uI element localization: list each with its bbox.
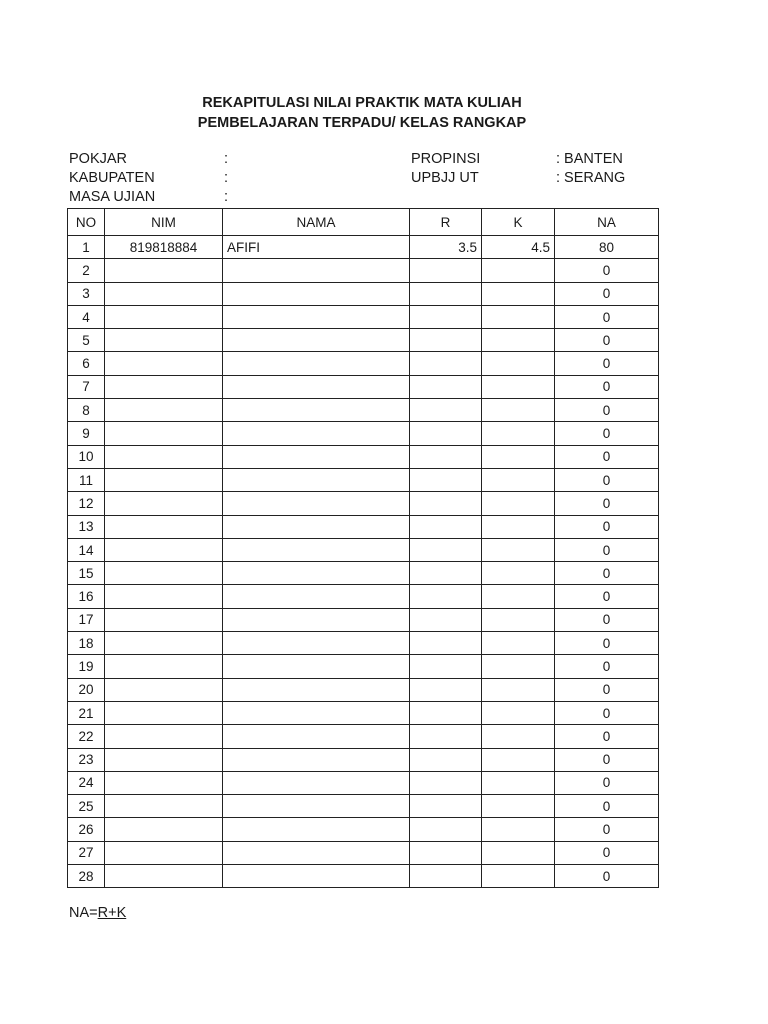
cell-na: 0: [555, 515, 659, 538]
cell-na: 0: [555, 632, 659, 655]
cell-na: 0: [555, 259, 659, 282]
cell-no: 4: [68, 305, 105, 328]
info-colon-masa-ujian: :: [224, 189, 229, 205]
cell-k: [482, 399, 555, 422]
cell-r: [410, 329, 482, 352]
table-row: [68, 771, 659, 794]
cell-k: [482, 422, 555, 445]
cell-nama: [223, 399, 410, 422]
table-row: [68, 399, 659, 422]
header-nim: NIM: [105, 209, 223, 236]
header-no: NO: [68, 209, 105, 236]
cell-r: [410, 818, 482, 841]
cell-nim: [105, 259, 223, 282]
cell-nim: [105, 865, 223, 888]
cell-na: 0: [555, 282, 659, 305]
cell-no: 15: [68, 562, 105, 585]
table-row: [68, 818, 659, 841]
cell-nim: [105, 818, 223, 841]
cell-nim: [105, 399, 223, 422]
cell-nama: AFIFI: [223, 236, 410, 259]
cell-nim: [105, 841, 223, 864]
cell-no: 19: [68, 655, 105, 678]
cell-r: [410, 375, 482, 398]
cell-na: 0: [555, 841, 659, 864]
table-row: [68, 655, 659, 678]
cell-na: 0: [555, 701, 659, 724]
cell-k: [482, 538, 555, 561]
table-row: [68, 562, 659, 585]
cell-k: [482, 771, 555, 794]
title-line-1: REKAPITULASI NILAI PRAKTIK MATA KULIAH: [202, 95, 522, 111]
cell-nama: [223, 492, 410, 515]
table-row: [68, 422, 659, 445]
cell-k: [482, 748, 555, 771]
cell-r: 3.5: [410, 236, 482, 259]
cell-k: [482, 282, 555, 305]
cell-r: [410, 282, 482, 305]
cell-nim: [105, 375, 223, 398]
cell-k: [482, 352, 555, 375]
cell-r: [410, 771, 482, 794]
header-na: NA: [555, 209, 659, 236]
cell-na: 0: [555, 655, 659, 678]
cell-no: 28: [68, 865, 105, 888]
cell-na: 0: [555, 492, 659, 515]
cell-nama: [223, 305, 410, 328]
cell-nama: [223, 468, 410, 491]
cell-na: 0: [555, 865, 659, 888]
cell-k: [482, 492, 555, 515]
cell-r: [410, 841, 482, 864]
cell-no: 21: [68, 701, 105, 724]
cell-nama: [223, 818, 410, 841]
cell-nim: [105, 771, 223, 794]
cell-na: 0: [555, 538, 659, 561]
cell-k: [482, 678, 555, 701]
cell-na: 0: [555, 771, 659, 794]
cell-no: 26: [68, 818, 105, 841]
cell-no: 5: [68, 329, 105, 352]
info-label-kabupaten: KABUPATEN: [69, 170, 155, 186]
cell-k: [482, 865, 555, 888]
cell-na: 0: [555, 585, 659, 608]
cell-r: [410, 655, 482, 678]
cell-na: 0: [555, 678, 659, 701]
cell-k: [482, 515, 555, 538]
cell-nama: [223, 352, 410, 375]
cell-nama: [223, 375, 410, 398]
cell-no: 7: [68, 375, 105, 398]
info-label-upbjj: UPBJJ UT: [411, 170, 479, 186]
table-row: [68, 725, 659, 748]
cell-nama: [223, 282, 410, 305]
cell-nim: [105, 329, 223, 352]
cell-k: [482, 725, 555, 748]
table-row: [68, 748, 659, 771]
cell-no: 9: [68, 422, 105, 445]
cell-na: 0: [555, 352, 659, 375]
formula-expression: R+K: [97, 905, 127, 921]
cell-no: 25: [68, 795, 105, 818]
cell-nim: [105, 468, 223, 491]
cell-nama: [223, 655, 410, 678]
header-k: K: [482, 209, 555, 236]
cell-r: [410, 538, 482, 561]
cell-nim: [105, 445, 223, 468]
cell-no: 12: [68, 492, 105, 515]
info-label-pokjar: POKJAR: [69, 151, 128, 167]
cell-r: [410, 515, 482, 538]
cell-r: [410, 445, 482, 468]
table-body: [68, 236, 659, 888]
cell-nim: [105, 795, 223, 818]
cell-nama: [223, 725, 410, 748]
cell-r: [410, 492, 482, 515]
info-label-propinsi: PROPINSI: [411, 151, 481, 167]
table-row: [68, 795, 659, 818]
cell-nama: [223, 678, 410, 701]
cell-k: [482, 329, 555, 352]
cell-nama: [223, 632, 410, 655]
cell-nama: [223, 445, 410, 468]
cell-nama: [223, 515, 410, 538]
cell-no: 27: [68, 841, 105, 864]
cell-na: 0: [555, 562, 659, 585]
cell-no: 11: [68, 468, 105, 491]
info-colon-pokjar: :: [224, 151, 229, 167]
cell-no: 3: [68, 282, 105, 305]
cell-nama: [223, 771, 410, 794]
cell-nim: [105, 748, 223, 771]
cell-nim: [105, 562, 223, 585]
cell-k: [482, 841, 555, 864]
cell-nim: [105, 515, 223, 538]
header-nama: NAMA: [223, 209, 410, 236]
cell-nim: [105, 492, 223, 515]
cell-r: [410, 305, 482, 328]
cell-nama: [223, 585, 410, 608]
cell-r: [410, 678, 482, 701]
cell-r: [410, 865, 482, 888]
cell-k: [482, 608, 555, 631]
table-row: [68, 865, 659, 888]
cell-nim: [105, 678, 223, 701]
cell-na: 0: [555, 818, 659, 841]
table-row: [68, 236, 659, 259]
cell-k: [482, 795, 555, 818]
cell-r: [410, 632, 482, 655]
grades-table: [67, 208, 659, 888]
cell-nim: [105, 422, 223, 445]
cell-k: [482, 701, 555, 724]
cell-nama: [223, 865, 410, 888]
cell-nama: [223, 701, 410, 724]
cell-r: [410, 399, 482, 422]
table-row: [68, 305, 659, 328]
cell-k: [482, 632, 555, 655]
table-row: [68, 492, 659, 515]
cell-r: [410, 725, 482, 748]
cell-r: [410, 422, 482, 445]
cell-na: 0: [555, 748, 659, 771]
cell-na: 0: [555, 329, 659, 352]
cell-nim: [105, 538, 223, 561]
table-row: [68, 632, 659, 655]
table-row: [68, 701, 659, 724]
cell-no: 14: [68, 538, 105, 561]
table-row: [68, 282, 659, 305]
cell-na: 0: [555, 468, 659, 491]
cell-nama: [223, 795, 410, 818]
table-row: [68, 352, 659, 375]
cell-nim: 819818884: [105, 236, 223, 259]
cell-no: 2: [68, 259, 105, 282]
cell-no: 23: [68, 748, 105, 771]
info-colon-kabupaten: :: [224, 170, 229, 186]
formula-note: [69, 905, 126, 921]
cell-no: 20: [68, 678, 105, 701]
cell-no: 8: [68, 399, 105, 422]
cell-no: 22: [68, 725, 105, 748]
cell-na: 0: [555, 422, 659, 445]
table-header-row: [68, 209, 659, 236]
cell-k: [482, 818, 555, 841]
cell-nama: [223, 841, 410, 864]
cell-nama: [223, 422, 410, 445]
cell-k: 4.5: [482, 236, 555, 259]
cell-nama: [223, 259, 410, 282]
cell-nama: [223, 538, 410, 561]
cell-na: 80: [555, 236, 659, 259]
table-row: [68, 468, 659, 491]
cell-k: [482, 375, 555, 398]
cell-k: [482, 655, 555, 678]
cell-k: [482, 562, 555, 585]
cell-r: [410, 259, 482, 282]
cell-nim: [105, 352, 223, 375]
cell-no: 24: [68, 771, 105, 794]
table-row: [68, 841, 659, 864]
cell-k: [482, 259, 555, 282]
cell-na: 0: [555, 795, 659, 818]
cell-k: [482, 305, 555, 328]
cell-r: [410, 468, 482, 491]
table-row: [68, 608, 659, 631]
cell-r: [410, 352, 482, 375]
table-row: [68, 585, 659, 608]
table-row: [68, 375, 659, 398]
table-row: [68, 329, 659, 352]
cell-nim: [105, 701, 223, 724]
cell-r: [410, 585, 482, 608]
cell-no: 18: [68, 632, 105, 655]
cell-nama: [223, 562, 410, 585]
header-r: R: [410, 209, 482, 236]
cell-r: [410, 608, 482, 631]
cell-no: 17: [68, 608, 105, 631]
cell-r: [410, 701, 482, 724]
cell-k: [482, 445, 555, 468]
cell-r: [410, 748, 482, 771]
cell-nama: [223, 608, 410, 631]
cell-nim: [105, 305, 223, 328]
table-row: [68, 445, 659, 468]
formula-prefix: NA=: [69, 905, 98, 921]
cell-na: 0: [555, 725, 659, 748]
cell-na: 0: [555, 445, 659, 468]
cell-na: 0: [555, 399, 659, 422]
cell-nim: [105, 632, 223, 655]
cell-k: [482, 585, 555, 608]
info-label-masa-ujian: MASA UJIAN: [69, 189, 156, 205]
cell-k: [482, 468, 555, 491]
cell-nim: [105, 655, 223, 678]
table-row: [68, 515, 659, 538]
cell-nim: [105, 282, 223, 305]
cell-no: 10: [68, 445, 105, 468]
document-title: [0, 93, 724, 133]
cell-na: 0: [555, 305, 659, 328]
cell-nama: [223, 329, 410, 352]
cell-na: 0: [555, 375, 659, 398]
cell-no: 16: [68, 585, 105, 608]
table-row: [68, 678, 659, 701]
table-row: [68, 538, 659, 561]
info-value-upbjj: : SERANG: [556, 170, 626, 186]
info-value-propinsi: : BANTEN: [556, 151, 623, 167]
table-row: [68, 259, 659, 282]
cell-nim: [105, 585, 223, 608]
cell-no: 13: [68, 515, 105, 538]
cell-na: 0: [555, 608, 659, 631]
title-line-2: PEMBELAJARAN TERPADU/ KELAS RANGKAP: [197, 115, 527, 131]
cell-r: [410, 795, 482, 818]
cell-nama: [223, 748, 410, 771]
cell-nim: [105, 725, 223, 748]
cell-no: 1: [68, 236, 105, 259]
cell-no: 6: [68, 352, 105, 375]
cell-r: [410, 562, 482, 585]
cell-nim: [105, 608, 223, 631]
